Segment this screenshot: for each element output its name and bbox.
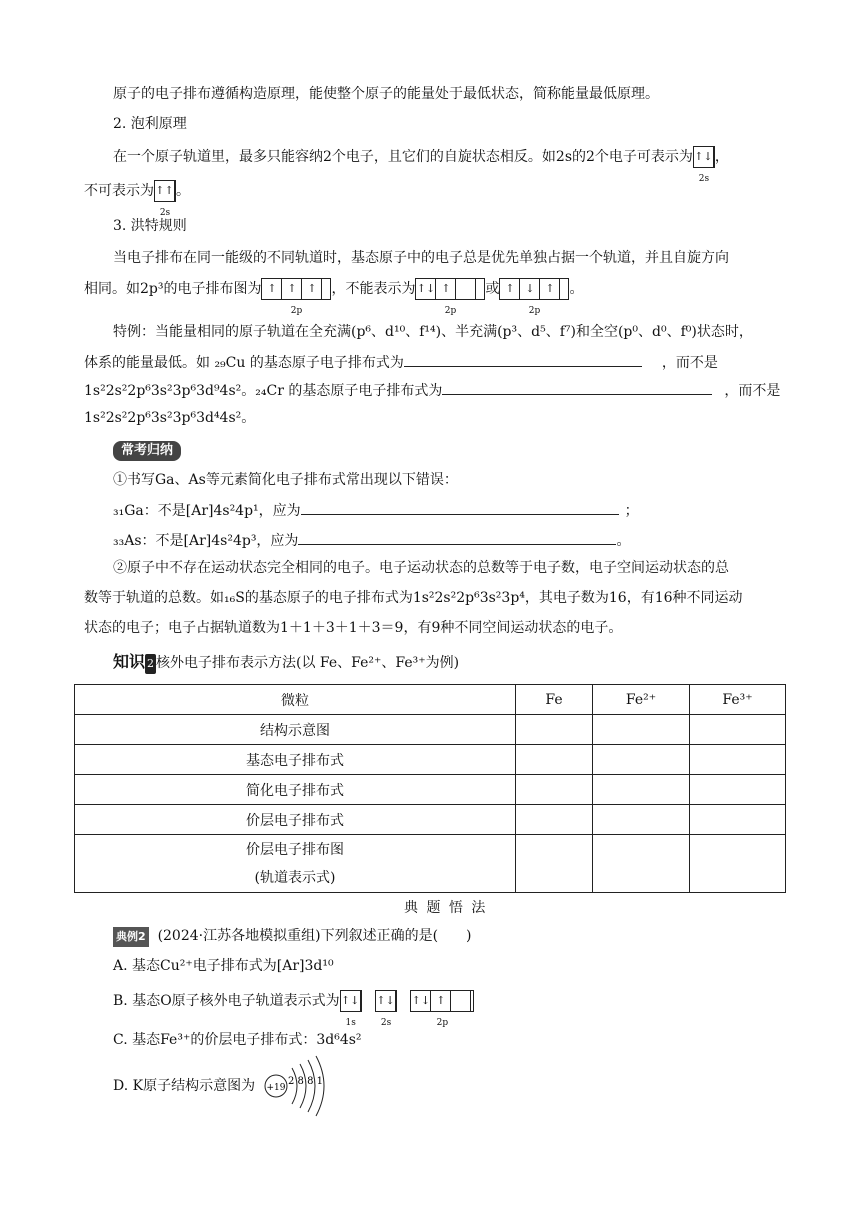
header-fe: Fe bbox=[516, 685, 593, 715]
cell[interactable] bbox=[516, 835, 593, 893]
cell[interactable] bbox=[593, 775, 690, 805]
header-fe2: Fe²⁺ bbox=[593, 685, 690, 715]
stem-text: (2024·江苏各地模拟重组)下列叙述正确的是( ) bbox=[157, 928, 472, 944]
table-row bbox=[75, 745, 786, 775]
punct: ， bbox=[714, 149, 729, 165]
orbital-1s bbox=[340, 990, 362, 1028]
cell[interactable] bbox=[593, 835, 690, 893]
text: ，而不是 bbox=[724, 383, 781, 399]
arrow-up: ↑ bbox=[540, 279, 560, 299]
k-atom-structure-diagram bbox=[262, 1054, 332, 1120]
option-text: B. 基态O原子核外电子轨道表示式为 bbox=[113, 993, 340, 1009]
orbital-2p-wrong-2 bbox=[499, 278, 569, 316]
orbital-2p bbox=[410, 990, 474, 1028]
para-pauli-b bbox=[84, 180, 190, 218]
empty bbox=[451, 991, 471, 1011]
arrow-up: ↑ bbox=[282, 279, 302, 299]
cell[interactable] bbox=[593, 715, 690, 745]
cell[interactable] bbox=[690, 745, 786, 775]
punct: 。 bbox=[569, 281, 584, 297]
summary-2b: 数等于轨道的总数。如₁₆S的基态原子的电子排布式为1s²2s²2p⁶3s²3p⁴，其电子数为16，有16种不同运动 bbox=[84, 590, 743, 606]
table-row bbox=[75, 835, 786, 893]
arrows-up-down: ↑↓ bbox=[341, 991, 361, 1011]
representation-table bbox=[74, 684, 786, 893]
label-2s: 2s bbox=[698, 174, 710, 184]
text: ₃₁Ga：不是[Ar]4s²4p¹，应为 bbox=[113, 503, 301, 519]
row-label: 简化电子排布式 bbox=[75, 775, 516, 805]
arrows-up-down: ↑↓ bbox=[376, 991, 396, 1011]
para-pauli-a bbox=[113, 146, 729, 184]
option-a[interactable]: A. 基态Cu²⁺电子排布式为[Ar]3d¹⁰ bbox=[113, 958, 334, 974]
label-2s: 2s bbox=[380, 1018, 392, 1028]
answer-blank-cu[interactable] bbox=[404, 352, 642, 367]
label-2p: 2p bbox=[444, 306, 457, 316]
orbital-2p-wrong-1 bbox=[415, 278, 485, 316]
table-header-row bbox=[75, 685, 786, 715]
row-label: 价层电子排布式 bbox=[75, 805, 516, 835]
para-special-d: 1s²2s²2p⁶3s²3p⁶3d⁴4s²。 bbox=[84, 410, 256, 426]
text: 1s²2s²2p⁶3s²3p⁶3d⁹4s²。₂₄Cr 的基态原子电子排布式为 bbox=[84, 383, 443, 399]
common-summary-tag bbox=[113, 440, 181, 461]
header-fe3: Fe³⁺ bbox=[690, 685, 786, 715]
example-heading: 典 题 悟 法 bbox=[404, 900, 488, 916]
label-2p: 2p bbox=[528, 306, 541, 316]
answer-blank-as[interactable] bbox=[298, 530, 616, 545]
text: ，而不是 bbox=[661, 355, 718, 371]
label-2p: 2p bbox=[436, 1018, 449, 1028]
para-hund-a: 当电子排布在同一能级的不同轨道时，基态原子中的电子总是优先单独占据一个轨道，并且自旋方向 bbox=[113, 250, 729, 266]
section-title: 核外电子排布表示方法(以 Fe、Fe²⁺、Fe³⁺为例) bbox=[156, 655, 460, 671]
arrow-up: ↑ bbox=[302, 279, 322, 299]
row-label bbox=[75, 835, 516, 893]
row-label: 基态电子排布式 bbox=[75, 745, 516, 775]
text: 不可表示为 bbox=[84, 183, 154, 199]
shell-electrons: 2 8 8 1 bbox=[288, 1076, 323, 1087]
label-2p: 2p bbox=[290, 306, 303, 316]
option-text: D. K原子结构示意图为 bbox=[113, 1078, 256, 1094]
arrows-up-down: ↑↓ bbox=[411, 991, 431, 1011]
label-1s: 1s bbox=[345, 1018, 356, 1028]
row-label-line2: (轨道表示式) bbox=[254, 869, 336, 886]
arrow-up: ↑ bbox=[262, 279, 282, 299]
example-label bbox=[113, 927, 149, 947]
section-number: 2 bbox=[145, 654, 156, 674]
text: 相同。如2p³的电子排布图为 bbox=[84, 281, 262, 297]
para-hund-b bbox=[84, 278, 584, 316]
answer-blank-cr[interactable] bbox=[442, 380, 712, 395]
para-special-c bbox=[84, 380, 780, 401]
cell[interactable] bbox=[690, 775, 786, 805]
heading-hund: 3. 洪特规则 bbox=[113, 218, 187, 234]
option-d[interactable] bbox=[113, 1076, 255, 1096]
summary-2c: 状态的电子；电子占据轨道数为1＋1＋3＋1＋3＝9，有9种不同空间运动状态的电子。 bbox=[84, 620, 623, 636]
cell[interactable] bbox=[516, 745, 593, 775]
header-particle: 微粒 bbox=[75, 685, 516, 715]
text: ，不能表示为 bbox=[331, 281, 416, 297]
punct: ； bbox=[624, 503, 639, 519]
cell[interactable] bbox=[516, 805, 593, 835]
example-stem bbox=[113, 926, 472, 947]
heading-pauli: 2. 泡利原理 bbox=[113, 116, 187, 132]
orbital-2s-wrong bbox=[154, 180, 176, 218]
para-energy-principle: 原子的电子排布遵循构造原理，能使整个原子的能量处于最低状态，简称能量最低原理。 bbox=[113, 86, 659, 102]
punct: 。 bbox=[616, 533, 631, 549]
text: 在一个原子轨道里，最多只能容纳2个电子，且它们的自旋状态相反。如2s的2个电子可表示为 bbox=[113, 149, 693, 165]
empty bbox=[456, 279, 476, 299]
row-label: 结构示意图 bbox=[75, 715, 516, 745]
option-b[interactable] bbox=[113, 990, 474, 1028]
orbital-2s-correct bbox=[693, 146, 715, 184]
arrow-down: ↓ bbox=[520, 279, 540, 299]
nucleus-charge: +19 bbox=[266, 1083, 286, 1093]
section-label: 知识 bbox=[113, 652, 146, 671]
punct: 。 bbox=[176, 183, 190, 199]
orbital-2p-correct bbox=[261, 278, 331, 316]
cell[interactable] bbox=[516, 715, 593, 745]
answer-blank-ga[interactable] bbox=[301, 500, 619, 515]
cell[interactable] bbox=[690, 835, 786, 893]
cell[interactable] bbox=[690, 805, 786, 835]
para-special-b bbox=[84, 352, 718, 373]
table-row bbox=[75, 775, 786, 805]
cell[interactable] bbox=[516, 775, 593, 805]
label-2s: 2s bbox=[159, 208, 171, 218]
summary-1: ①书写Ga、As等元素简化电子排布式常出现以下错误： bbox=[113, 472, 458, 488]
text: 或 bbox=[485, 281, 500, 297]
arrow-up: ↑ bbox=[431, 991, 451, 1011]
cell[interactable] bbox=[593, 805, 690, 835]
arrow-up: ↑ bbox=[436, 279, 456, 299]
arrow-up: ↑ bbox=[500, 279, 520, 299]
orbital-2s bbox=[375, 990, 397, 1028]
arrows-up-down: ↑↓ bbox=[416, 279, 436, 299]
label-text: 典例 bbox=[116, 930, 138, 943]
row-label-line1: 价层电子排布图 bbox=[246, 841, 344, 858]
cell[interactable] bbox=[690, 715, 786, 745]
label-num: 2 bbox=[138, 930, 146, 943]
table-row bbox=[75, 715, 786, 745]
cell[interactable] bbox=[593, 745, 690, 775]
summary-ga bbox=[113, 500, 639, 521]
option-c[interactable]: C. 基态Fe³⁺的价层电子排布式：3d⁶4s² bbox=[113, 1032, 362, 1048]
para-special-a: 特例：当能量相同的原子轨道在全充满(p⁶、d¹⁰、f¹⁴)、半充满(p³、d⁵、f⁷)和全空(p⁰、d⁰、f⁰)状态时， bbox=[113, 324, 753, 340]
tag-label: 常考归纳 bbox=[113, 441, 181, 461]
summary-as bbox=[113, 530, 630, 551]
section-heading bbox=[113, 652, 459, 674]
arrows-up-up: ↑↑ bbox=[155, 181, 175, 201]
text: 体系的能量最低。如 ₂₉Cu 的基态原子电子排布式为 bbox=[84, 355, 404, 371]
arrows-up-down: ↑↓ bbox=[694, 147, 714, 167]
summary-2a: ②原子中不存在运动状态完全相同的电子。电子运动状态的总数等于电子数，电子空间运动状态的总 bbox=[113, 560, 729, 576]
text: ₃₃As：不是[Ar]4s²4p³，应为 bbox=[113, 533, 299, 549]
table-row bbox=[75, 805, 786, 835]
